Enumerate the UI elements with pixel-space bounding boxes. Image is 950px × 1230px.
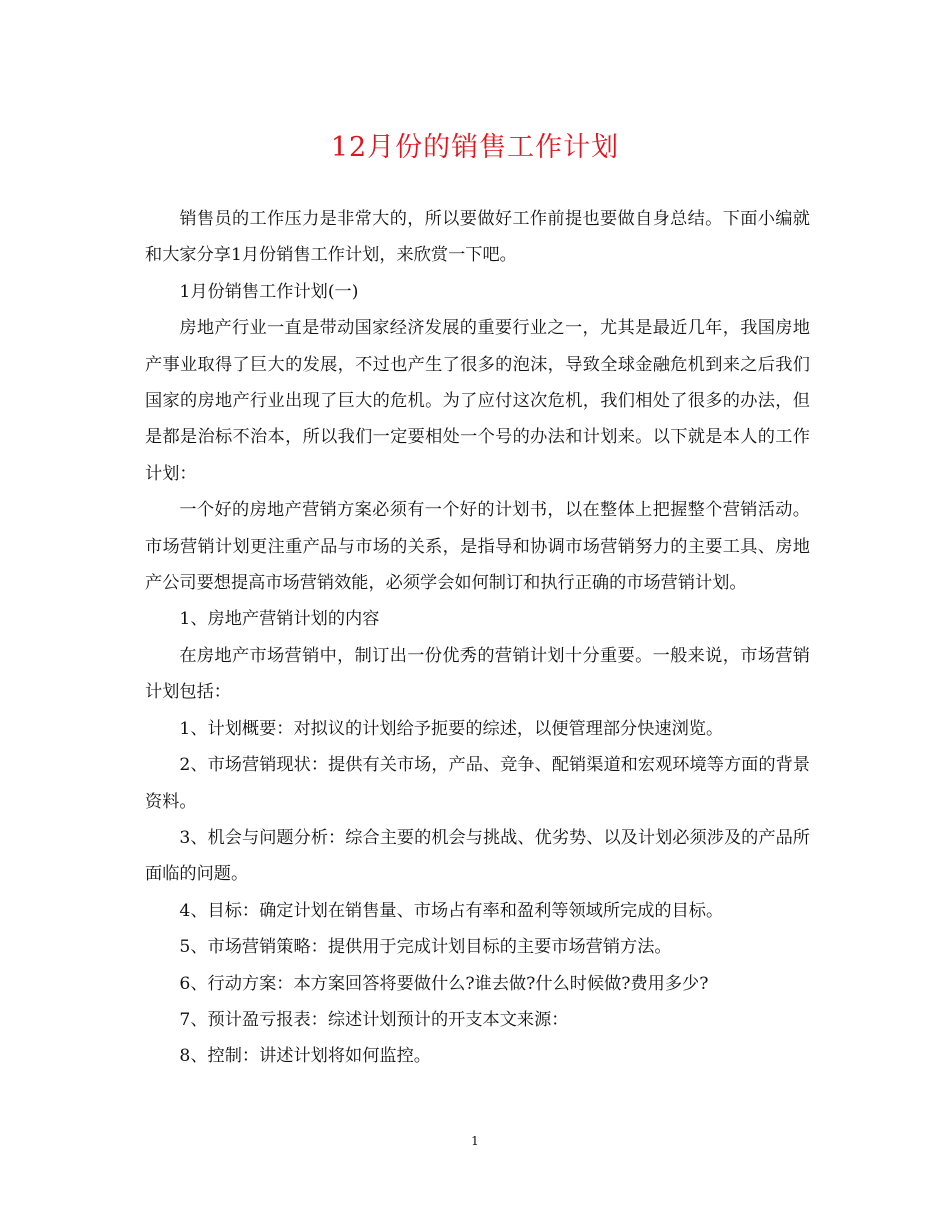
list-item-4: 4、目标：确定计划在销售量、市场占有率和盈利等领域所完成的目标。 xyxy=(179,900,724,921)
list-item-6: 6、行动方案：本方案回答将要做什么?谁去做?什么时候做?费用多少? xyxy=(179,973,709,994)
paragraph-section-heading: 1、房地产营销计划的内容 xyxy=(179,609,380,630)
list-item-5: 5、市场营销策略：提供用于完成计划目标的主要市场营销方法。 xyxy=(179,937,672,958)
paragraph-marketing-plan: 一个好的房地产营销方案必须有一个好的计划书，以在整体上把握整个营销活动。市场营销计划更注重产品与市场的关系，是指导和协调市场营销努力的主要工具、房地产公司要想提高市场营销效能，必须学会如何制订和执行正确的市场营销计划。 xyxy=(145,500,810,594)
document-body xyxy=(145,201,810,1075)
paragraph-plan-importance: 在房地产市场营销中，制订出一份优秀的营销计划十分重要。一般来说，市场营销计划包括： xyxy=(145,645,810,703)
list-item-1: 1、计划概要：对拟议的计划给予扼要的综述，以便管理部分快速浏览。 xyxy=(179,718,724,739)
document-title: 12月份的销售工作计划 xyxy=(330,132,620,163)
list-item-3: 3、机会与问题分析：综合主要的机会与挑战、优劣势、以及计划必须涉及的产品所面临的问题。 xyxy=(145,827,810,885)
list-item-7: 7、预计盈亏报表：综述计划预计的开支本文来源： xyxy=(179,1009,569,1030)
list-item-8: 8、控制：讲述计划将如何监控。 xyxy=(179,1046,431,1067)
paragraph-intro: 销售员的工作压力是非常大的，所以要做好工作前提也要做自身总结。下面小编就和大家分享1月份销售工作计划，来欣赏一下吧。 xyxy=(145,209,810,266)
paragraph-plan-heading: 1月份销售工作计划(一) xyxy=(179,281,359,302)
list-item-2: 2、市场营销现状：提供有关市场，产品、竞争、配销渠道和宏观环境等方面的背景资料。 xyxy=(145,755,810,812)
paragraph-industry: 房地产行业一直是带动国家经济发展的重要行业之一，尤其是最近几年，我国房地产事业取得了巨大的发展，不过也产生了很多的泡沫，导致全球金融危机到来之后我们国家的房地产行业出现了巨大的危机。为了应付这次危机，我们相处了很多的办法，但是都是治标不治本，所以我们一定要相处一个号的办法和计划来。以下就是本人的工作计划： xyxy=(145,318,810,484)
page-number: 1 xyxy=(471,1134,479,1148)
